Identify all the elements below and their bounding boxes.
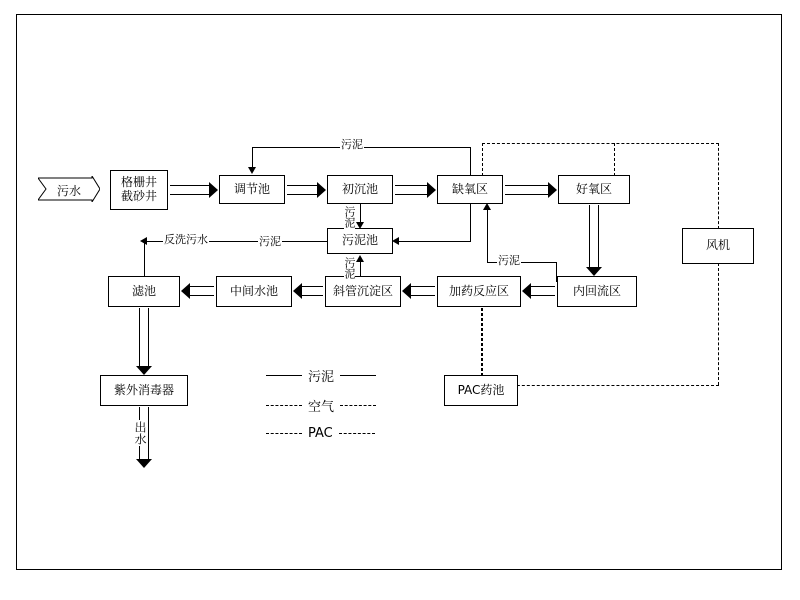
legend-air-line (266, 405, 302, 406)
node-intermediate[interactable] (216, 276, 292, 307)
legend-air-label: 空气 (308, 400, 335, 415)
legend-air (262, 396, 380, 415)
flow-arrow-dosing-to-settle (403, 286, 435, 296)
sludge-label-settle: 污泥 (343, 257, 356, 279)
sludge-line-anoxic-to-tank (396, 241, 471, 242)
legend-sludge-line (266, 375, 302, 376)
node-incline-settle-label: 斜管沉淀区 (332, 283, 393, 298)
flow-arrow-primary-to-anoxic (395, 185, 435, 195)
sludge-line-return-to-anoxic (487, 206, 488, 263)
legend-sludge-label: 污泥 (308, 370, 335, 385)
node-sludge-tank-label: 污泥池 (341, 233, 378, 248)
sludge-label-top: 污泥 (341, 138, 363, 151)
flow-arrow-settle-to-intermediate (294, 286, 323, 296)
air-line-top-horizontal (482, 143, 719, 144)
node-dosing-reaction-label: 加药反应区 (448, 283, 509, 298)
sludge-arrowhead-settle-to-tank (356, 255, 364, 262)
sludge-arrowhead-return-to-anoxic (483, 203, 491, 210)
flow-arrow-internal-return-to-dosing (523, 286, 555, 296)
node-filter[interactable] (108, 276, 180, 307)
outflow-label: 出水 (133, 421, 147, 445)
node-internal-return-label: 内回流区 (572, 283, 621, 298)
node-incline-settle[interactable] (325, 276, 401, 307)
sludge-arrowhead-anoxic-to-tank (392, 237, 399, 245)
flow-arrow-intermediate-to-filter (182, 286, 214, 296)
node-dosing-reaction[interactable] (437, 276, 521, 307)
legend-pac (262, 426, 379, 441)
node-grit[interactable] (110, 170, 168, 210)
node-pac-tank[interactable] (444, 375, 518, 406)
legend-pac-line-2 (339, 433, 375, 434)
node-anoxic[interactable] (437, 175, 503, 204)
flow-arrow-equalize-to-primary (287, 185, 325, 195)
air-line-blower-down (718, 263, 719, 385)
node-uv-label: 紫外消毒器 (113, 382, 174, 397)
legend-sludge-line-2 (340, 375, 376, 376)
node-aerobic-label: 好氧区 (575, 181, 612, 196)
node-aerobic[interactable] (558, 175, 630, 204)
inflow-label: 污水 (57, 184, 82, 198)
sludge-label-primary: 污泥 (343, 206, 356, 228)
node-blower[interactable] (682, 228, 754, 264)
air-line-to-anoxic (482, 143, 483, 176)
air-line-blower-up (718, 143, 719, 229)
air-line-to-aerobic (614, 143, 615, 176)
backwash-arrowhead (140, 237, 147, 245)
sludge-line-anoxic-down (470, 204, 471, 241)
node-anoxic-label: 缺氧区 (451, 181, 488, 196)
sludge-line-equalize-down (252, 147, 253, 169)
flow-arrow-aerobic-to-internal-return (589, 205, 599, 275)
legend-pac-label: PAC (308, 426, 333, 441)
flow-arrow-grit-to-equalize (170, 185, 217, 195)
backwash-label: 反洗污水 (164, 233, 208, 246)
legend-sludge (262, 366, 380, 385)
sludge-line-anoxic-up (470, 147, 471, 175)
node-primary-label: 初沉池 (341, 181, 378, 196)
node-blower-label: 风机 (705, 238, 730, 253)
node-grit-label-2: 截砂井 (120, 189, 157, 203)
flow-arrow-filter-to-uv (139, 308, 149, 374)
node-equalize[interactable] (219, 175, 285, 204)
node-intermediate-label: 中间水池 (229, 283, 278, 298)
flow-arrow-anoxic-to-aerobic (505, 185, 556, 195)
legend-air-line-2 (340, 405, 376, 406)
sludge-arrowhead-to-equalize (248, 167, 256, 174)
backwash-line-filter-up (144, 241, 145, 277)
node-equalize-label: 调节池 (233, 181, 270, 196)
legend-pac-line (266, 433, 302, 434)
node-filter-label: 滤池 (131, 283, 156, 298)
sludge-label-anoxic: 污泥 (259, 235, 281, 248)
node-grit-label-1: 格栅井 (120, 175, 157, 190)
sludge-label-return: 污泥 (498, 254, 520, 267)
pac-line-up (481, 308, 482, 376)
sludge-line-tank-left (240, 241, 328, 242)
node-sludge-tank[interactable] (327, 228, 393, 254)
node-internal-return[interactable] (557, 276, 637, 307)
node-primary[interactable] (327, 175, 393, 204)
node-uv[interactable] (100, 375, 188, 406)
node-pac-tank-label: PAC药池 (457, 382, 505, 397)
